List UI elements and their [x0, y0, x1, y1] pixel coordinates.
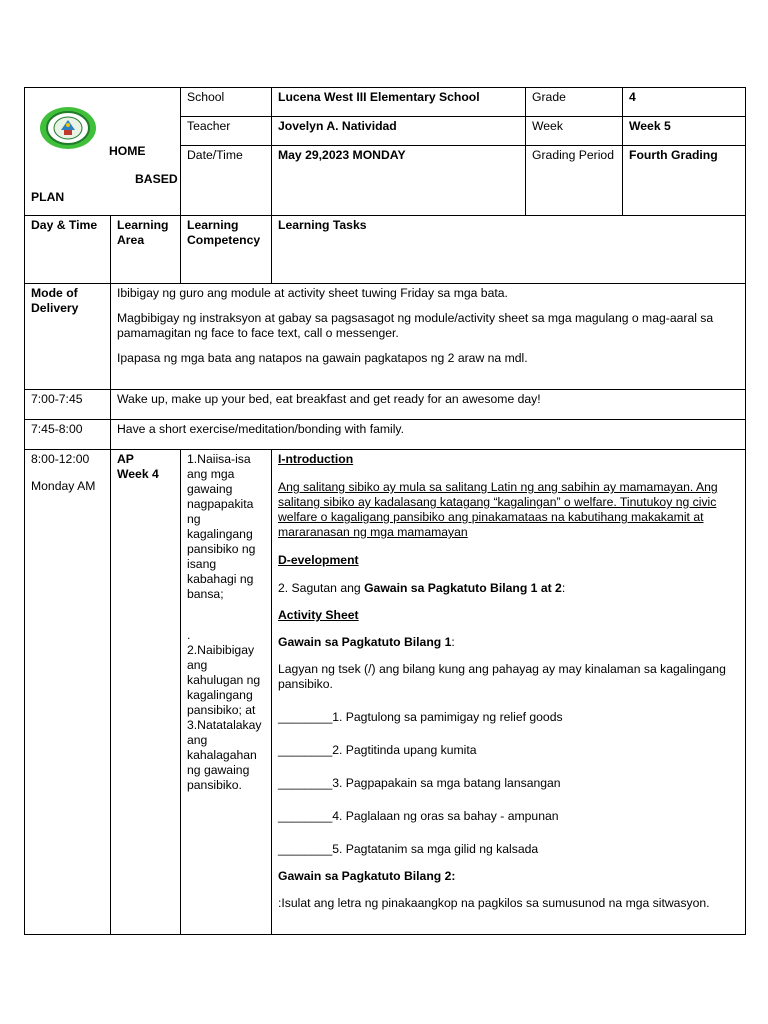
datetime-label: Date/Time: [181, 146, 272, 216]
teacher-value: Jovelyn A. Natividad: [272, 117, 526, 146]
activity-sheet-heading: Activity Sheet: [278, 608, 359, 622]
answer-suffix: :: [561, 581, 566, 595]
mode-line-2: Magbibigay ng instraksyon at gabay sa pagsasagot ng module/activity sheet sa mga magulang o mag-aaral sa pamamagitan ng face to face text, call o messenger.: [117, 311, 714, 340]
session-time: 8:00-12:00: [31, 452, 90, 466]
lesson-plan-table: [24, 87, 746, 935]
competency-dot: .: [187, 628, 191, 642]
gawain2-title: Gawain sa Pagkatuto Bilang 2:: [278, 869, 456, 883]
session-time-cell: [25, 450, 111, 935]
grading-period-value: Fourth Grading: [623, 146, 746, 216]
plan-title-cell: [25, 88, 181, 216]
session-area: AP: [117, 452, 134, 466]
schedule-time: 7:00-7:45: [25, 390, 111, 420]
gawain1-instruction: Lagyan ng tsek (/) ang bilang kung ang pahayag ay may kinalaman sa kagalingang pansibiko.: [278, 662, 726, 691]
session-tasks-cell: [272, 450, 746, 935]
gawain2-instruction: :Isulat ang letra ng pinakaangkop na pagkilos sa sumusunod na mga sitwasyon.: [278, 896, 710, 910]
intro-heading: I-ntroduction: [278, 452, 354, 466]
grade-value: 4: [623, 88, 746, 117]
grade-label: Grade: [526, 88, 623, 117]
mode-of-delivery-text: [111, 284, 746, 390]
col-learning-tasks: Learning Tasks: [272, 216, 746, 284]
session-competency-cell: [181, 450, 272, 935]
gawain1-title: Gawain sa Pagkatuto Bilang 1: [278, 635, 452, 649]
home-label: HOME: [109, 144, 146, 158]
schedule-time: 7:45-8:00: [25, 420, 111, 450]
schedule-task: Wake up, make up your bed, eat breakfast and get ready for an awesome day!: [111, 390, 746, 420]
list-item: ________1. Pagtulong sa pamimigay ng relief goods: [278, 710, 563, 724]
session-area-cell: [111, 450, 181, 935]
mode-of-delivery-label: Mode of Delivery: [25, 284, 111, 390]
answer-activity: Gawain sa Pagkatuto Bilang 1 at 2: [364, 581, 562, 595]
school-label: School: [181, 88, 272, 117]
mode-line-1: Ibibigay ng guro ang module at activity sheet tuwing Friday sa mga bata.: [117, 286, 508, 300]
teacher-label: Teacher: [181, 117, 272, 146]
col-learning-competency: Learning Competency: [181, 216, 272, 284]
based-label: BASED: [135, 172, 178, 186]
schedule-row: [25, 390, 746, 420]
schedule-task: Have a short exercise/meditation/bonding with family.: [111, 420, 746, 450]
intro-text: Ang salitang sibiko ay mula sa salitang Latin ng ang sabihin ay mamamayan. Ang salitang sibiko ay kadalasang katagang “kagalingan” o welfare. Tinutukoy ng civic welfare o kagaligang pansibiko ang pinakamataas na kabutihang makakamit at mararanasan ng mga mamamayan: [278, 480, 718, 539]
list-item: ________2. Pagtitinda upang kumita: [278, 743, 477, 757]
list-item: ________3. Pagpapakain sa mga batang lansangan: [278, 776, 561, 790]
week-label: Week: [526, 117, 623, 146]
plan-label: PLAN: [31, 190, 65, 204]
col-learning-area: Learning Area: [111, 216, 181, 284]
grading-period-label: Grading Period: [526, 146, 623, 216]
answer-prefix: 2. Sagutan ang: [278, 581, 365, 595]
school-seal-icon: [39, 106, 97, 150]
col-day-time: Day & Time: [25, 216, 111, 284]
session-day: Monday AM: [31, 479, 96, 493]
list-item: ________4. Paglalaan ng oras sa bahay - ampunan: [278, 809, 559, 823]
datetime-value: May 29,2023 MONDAY: [272, 146, 526, 216]
answer-instruction: [278, 581, 739, 596]
competency-2: 2.Naibibigay ang kahulugan ng kagalingang pansibiko; at: [187, 643, 261, 717]
competency-3: 3.Natatalakay ang kahalagahan ng gawaing pansibiko.: [187, 718, 262, 792]
list-item: ________5. Pagtatanim sa mga gilid ng kalsada: [278, 842, 539, 856]
development-heading: D-evelopment: [278, 553, 359, 567]
mode-line-3: Ipapasa ng mga bata ang natapos na gawain pagkatapos ng 2 araw na mdl.: [117, 351, 528, 365]
gawain1-colon: :: [451, 635, 455, 649]
session-area-week: Week 4: [117, 467, 159, 481]
gawain1-heading: [278, 635, 739, 650]
school-value: Lucena West III Elementary School: [272, 88, 526, 117]
schedule-row: [25, 420, 746, 450]
competency-1: 1.Naiisa-isa ang mga gawaing nagpapakita ng kagalingang pansibiko ng isang kabahagi ng bansa;: [187, 452, 256, 601]
week-value: Week 5: [623, 117, 746, 146]
